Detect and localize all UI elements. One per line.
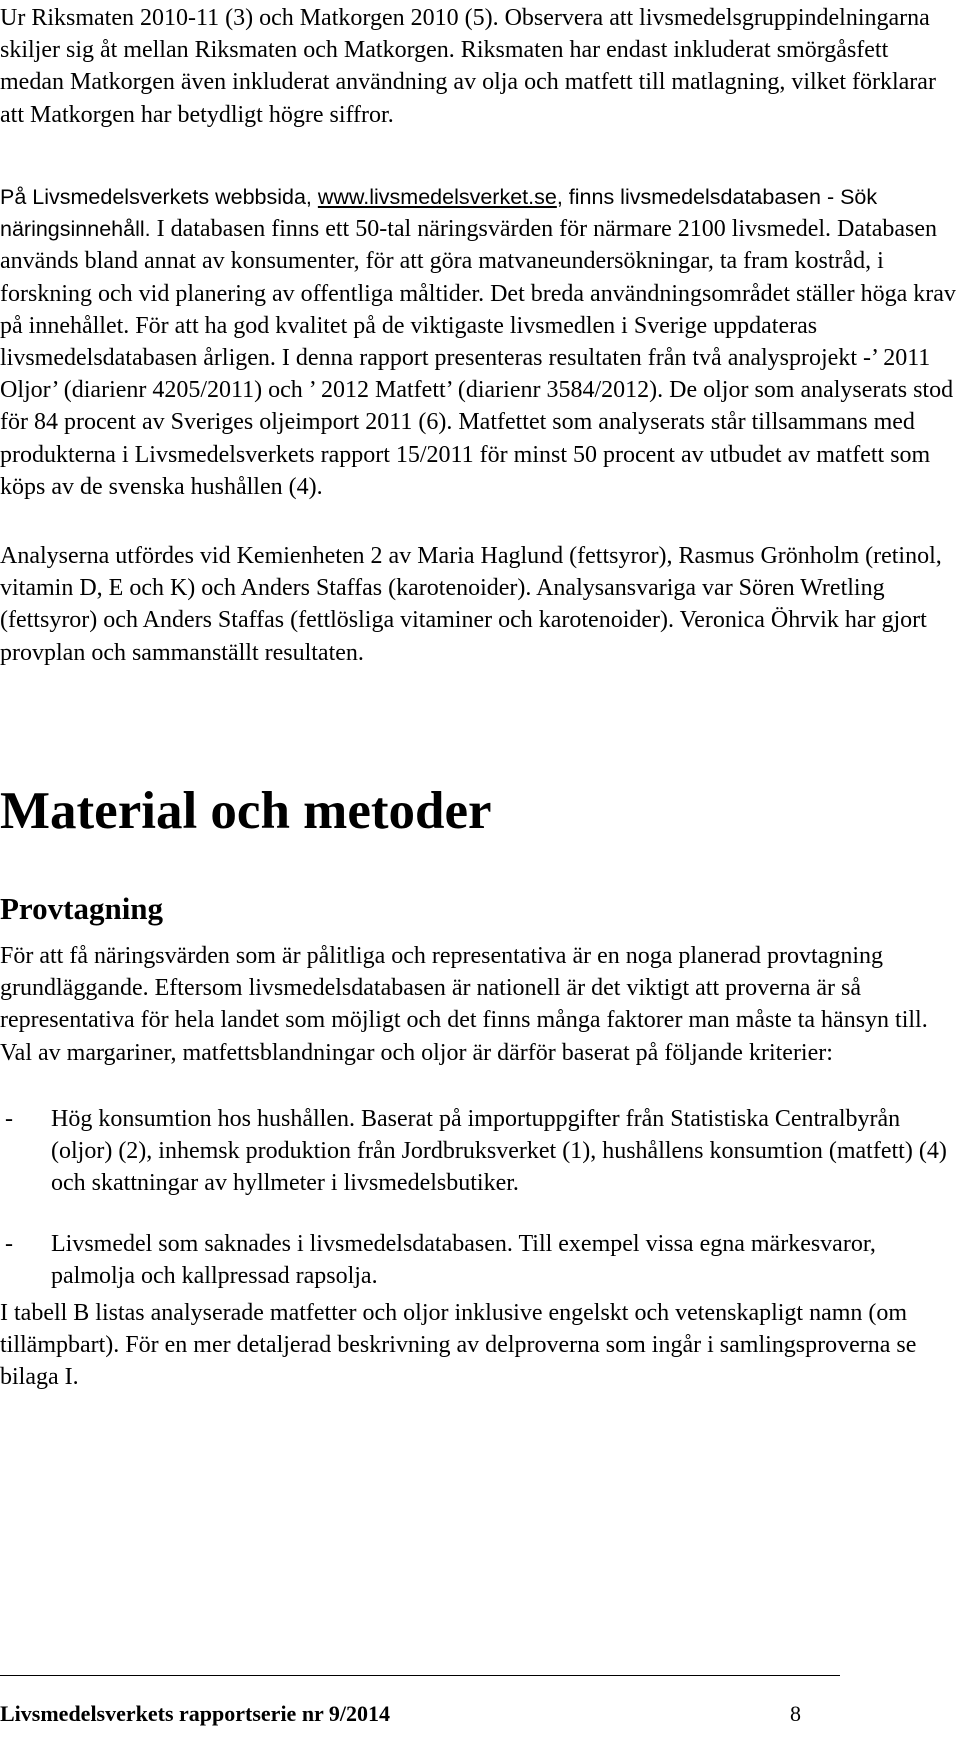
list-item-text: Livsmedel som saknades i livsmedelsdatabasen. Till exempel vissa egna märkesvaror, palmolja och kallpressad rapsolja.: [51, 1231, 876, 1290]
database-body-text: I databasen finns ett 50-tal näringsvärden för närmare 2100 livsmedel. Databasen används bland annat av konsumenter, för att göra matvaneundersökningar, ta fram kostråd, i forskning och vid planering av offentliga måltider. Det breda användningsområdet ställer höga krav på innehållet. För att ha god kvalitet på de viktigaste livsmedlen i Sverige uppdateras livsmedelsdatabasen årligen. I denna rapport presenteras resultaten från två analysprojekt -’ 2011 Oljor’ (diarienr 4205/2011) och ’ 2012 Matfett’ (diarienr 3584/2012). De oljor som analyserats stod för 84 procent av Sveriges oljeimport 2011 (6). Matfettet som analyserats står tillsammans med produkterna i Livsmedelsverkets rapport 15/2011 för minst 50 procent av utbudet av matfett som köps av de svenska hushållen (4).: [0, 216, 956, 500]
list-item-text: Hög konsumtion hos hushållen. Baserat på importuppgifter från Statistiska Centralbyrån (oljor) (2), inhemsk produktion från Jordbruksverket (1), hushållens konsumtion (matfett) (4) och skattningar av hyllmeter i livsmedelsbutiker.: [51, 1106, 947, 1197]
footer-divider: [0, 1675, 840, 1676]
subsection-heading: Provtagning: [0, 891, 164, 926]
list-bullet: -: [5, 1231, 13, 1257]
paragraph-database: [0, 181, 958, 503]
database-lead-text: På Livsmedelsverkets webbsida,: [0, 185, 318, 209]
list-bullet: -: [5, 1106, 13, 1132]
paragraph-analyses: Analyserna utfördes vid Kemienheten 2 av Maria Haglund (fettsyror), Rasmus Grönholm (retinol, vitamin D, E och K) och Anders Staffas (karotenoider). Analysansvariga var Sören Wretling (fettsyror) och Anders Staffas (fettlösliga vitaminer och karotenoider). Veronica Öhrvik har gjort provplan och sammanställt resultaten.: [0, 543, 942, 666]
section-heading: Material och metoder: [0, 782, 492, 840]
livsmedelsverket-link[interactable]: www.livsmedelsverket.se: [317, 185, 557, 209]
paragraph-intro: Ur Riksmaten 2010-11 (3) och Matkorgen 2010 (5). Observera att livsmedelsgruppindelningarna skiljer sig åt mellan Riksmaten och Matkorgen. Riksmaten har endast inkluderat smörgåsfett medan Matkorgen även inkluderat användning av olja och matfett till matlagning, vilket förklarar att Matkorgen har betydligt högre siffror.: [0, 5, 936, 128]
page-number: 8: [790, 1701, 801, 1726]
database-rest-text: , finns livsmedelsdatabasen - Sök näringsinnehåll.: [0, 185, 878, 242]
paragraph-sampling: För att få näringsvärden som är pålitliga och representativa är en noga planerad provtagning grundläggande. Eftersom livsmedelsdatabasen är nationell är det viktigt att proverna är så representativa för hela landet som möjligt och det finns många faktorer man måste ta hänsyn till. Val av margariner, matfettsblandningar och oljor är därför baserat på följande kriterier:: [0, 943, 928, 1066]
paragraph-table-b: I tabell B listas analyserade matfetter och oljor inklusive engelskt och vetenskapligt namn (om tillämpbart). För en mer detaljerad beskrivning av delproverna som ingår i samlingsproverna se bilaga I.: [0, 1300, 917, 1391]
report-series-footer: Livsmedelsverkets rapportserie nr 9/2014: [0, 1701, 391, 1726]
